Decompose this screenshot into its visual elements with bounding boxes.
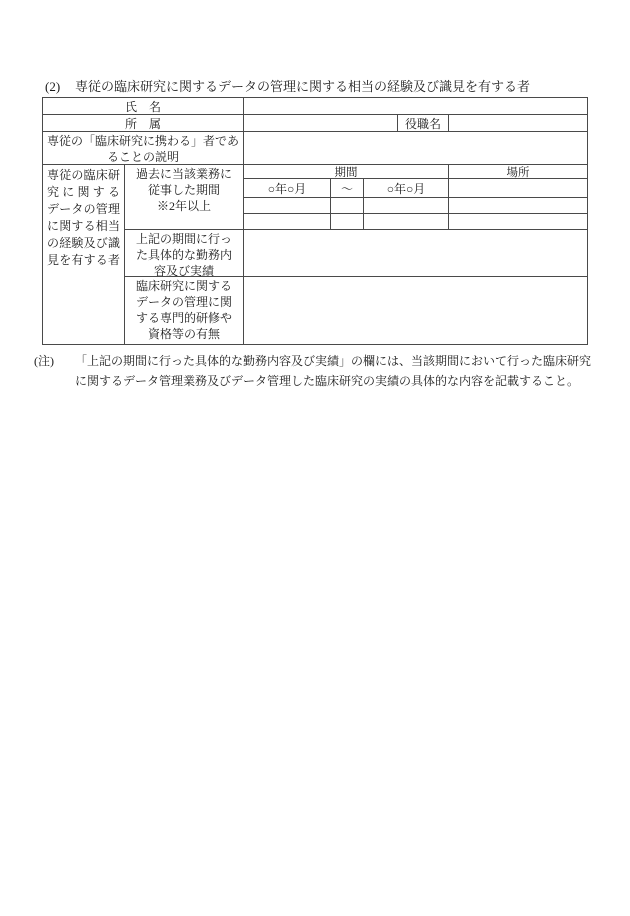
period-to-placeholder: ○年○月 xyxy=(364,179,449,197)
period-section-label: 過去に当該業務に 従事した期間 ※2年以上 xyxy=(125,165,244,229)
period-from-placeholder: ○年○月 xyxy=(244,179,331,197)
main-block-right xyxy=(125,165,587,344)
place-header: 場所 xyxy=(506,166,530,178)
period-tilde-cell-2 xyxy=(331,198,364,213)
period-tilde-cell-3 xyxy=(331,214,364,229)
affiliation-row xyxy=(43,115,587,132)
position-value-field[interactable] xyxy=(449,115,587,131)
period-row-2 xyxy=(244,198,587,214)
period-section-row xyxy=(125,165,587,230)
name-value-field[interactable] xyxy=(244,98,587,114)
section-number: (2) xyxy=(45,79,61,94)
training-section-row xyxy=(125,277,587,344)
place-field-2[interactable] xyxy=(449,198,587,213)
position-label: 役職名 xyxy=(398,115,449,131)
footnote-text: 「上記の期間に行った具体的な勤務内容及び実績」の欄には、当該期間において行った臨床研究 に関するデータ管理業務及びデータ管理した臨床研究の実績の具体的な内容を記載すること。 xyxy=(75,354,592,388)
period-to-field-2[interactable] xyxy=(364,198,449,213)
main-block-row xyxy=(43,165,587,344)
section-title xyxy=(45,79,530,95)
affiliation-label: 所 属 xyxy=(43,115,244,131)
work-section-row xyxy=(125,230,587,277)
section-title-text: 専従の臨床研究に関するデータの管理に関する相当の経験及び識見を有する者 xyxy=(75,79,531,94)
period-tilde: ～ xyxy=(331,179,364,197)
affiliation-value-field[interactable] xyxy=(244,115,398,131)
dedication-description-field[interactable] xyxy=(244,132,587,164)
period-row-3 xyxy=(244,214,587,229)
footnote xyxy=(34,351,591,391)
period-row-1 xyxy=(244,179,587,198)
personnel-form-table xyxy=(42,97,588,345)
training-section-label: 臨床研究に関する データの管理に関 する専門的研修や 資格等の有無 xyxy=(125,277,244,344)
name-row xyxy=(43,98,587,115)
footnote-label: (注) xyxy=(34,354,54,368)
name-label: 氏 名 xyxy=(43,98,244,114)
period-to-field-3[interactable] xyxy=(364,214,449,229)
training-field[interactable] xyxy=(244,277,587,344)
period-from-field-2[interactable] xyxy=(244,198,331,213)
work-section-label: 上記の期間に行っ た具体的な勤務内 容及び実績 xyxy=(125,230,244,276)
work-details-field[interactable] xyxy=(244,230,587,276)
dedication-description-label: 専従の「臨床研究に携わる」者であ ることの説明 xyxy=(43,132,244,164)
dedication-description-row xyxy=(43,132,587,165)
place-field-1[interactable] xyxy=(449,179,587,197)
dedicated-person-label: 専従の臨床研 究に関する データの管理 に関する相当 の経験及び識 見を有する者 xyxy=(43,165,125,344)
period-table xyxy=(244,165,587,229)
place-field-3[interactable] xyxy=(449,214,587,229)
period-from-field-3[interactable] xyxy=(244,214,331,229)
period-header-row xyxy=(244,165,587,179)
period-header: 期間 xyxy=(244,165,449,178)
